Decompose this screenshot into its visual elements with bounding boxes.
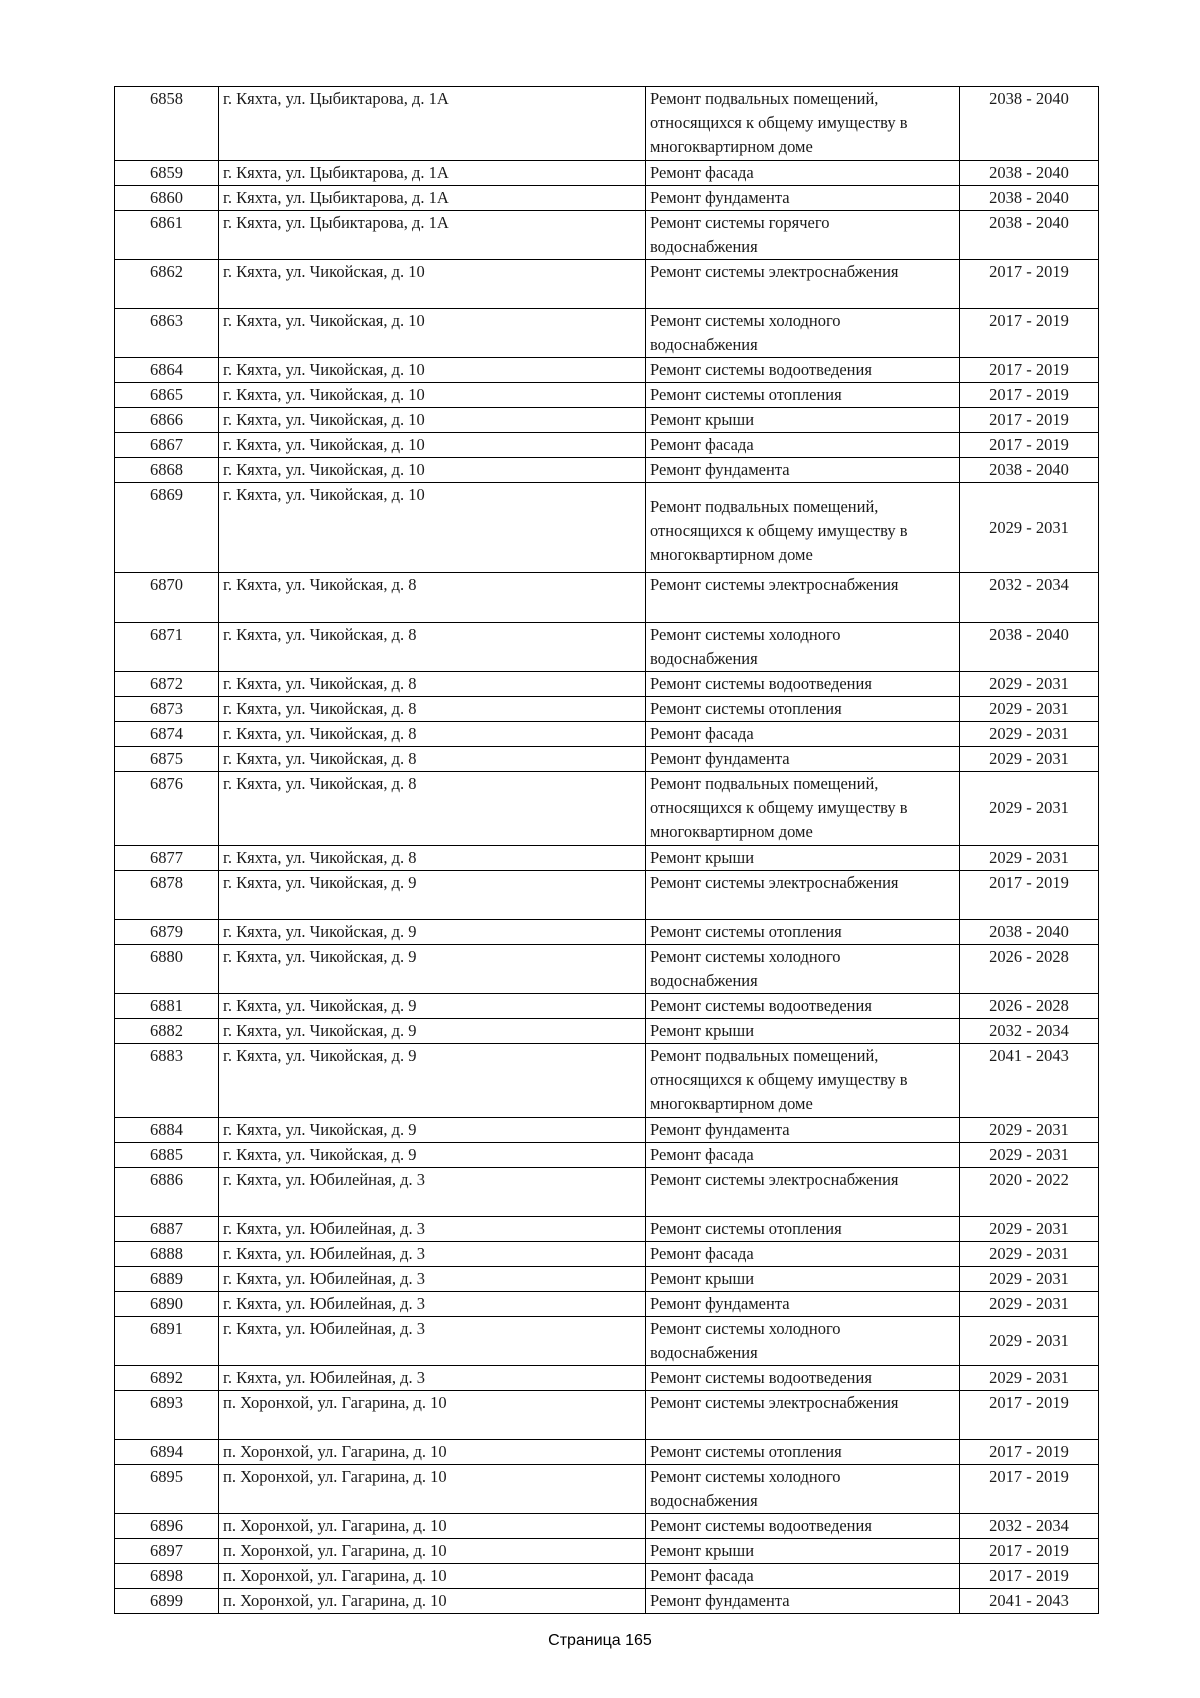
table-row (115, 1018, 1099, 1043)
table-row (115, 573, 1099, 622)
work-type-line: Ремонт системы отопления (650, 698, 842, 718)
period-cell: 2029 - 2031 (960, 845, 1099, 870)
table-row (115, 1366, 1099, 1391)
row-number-cell: 6862 (115, 259, 219, 308)
work-type-line: относящихся к общему имуществу в (650, 113, 908, 132)
period-cell: 2017 - 2019 (960, 259, 1099, 308)
address-cell: г. Кяхта, ул. Чикойская, д. 9 (219, 993, 646, 1018)
work-type-line: Ремонт системы отопления (650, 385, 842, 405)
work-type-line: Ремонт фасада (650, 162, 754, 182)
row-number-cell: 6872 (115, 671, 219, 696)
table-row (115, 408, 1099, 433)
work-type-line: водоснабжения (650, 648, 758, 668)
table-row (115, 433, 1099, 458)
work-type-cell (646, 458, 960, 483)
work-type-cell (646, 993, 960, 1018)
row-number-cell: 6883 (115, 1043, 219, 1117)
address-cell: г. Кяхта, ул. Чикойская, д. 8 (219, 771, 646, 845)
work-type-cell (646, 160, 960, 185)
period-cell: 2017 - 2019 (960, 1465, 1099, 1514)
work-type-line: Ремонт подвальных помещений, (650, 773, 879, 793)
row-number-cell: 6879 (115, 919, 219, 944)
row-number-cell: 6867 (115, 433, 219, 458)
period-cell: 2029 - 2031 (960, 483, 1099, 573)
table-row (115, 1216, 1099, 1241)
row-number-cell: 6865 (115, 383, 219, 408)
work-type-line: Ремонт подвальных помещений, (650, 497, 879, 517)
address-cell: г. Кяхта, ул. Чикойская, д. 8 (219, 573, 646, 622)
period-cell: 2032 - 2034 (960, 1018, 1099, 1043)
address-cell: г. Кяхта, ул. Юбилейная, д. 3 (219, 1216, 646, 1241)
row-number-cell: 6897 (115, 1539, 219, 1564)
row-number-cell: 6875 (115, 746, 219, 771)
work-type-line: многоквартирном доме (650, 821, 813, 841)
work-type-cell (646, 1117, 960, 1142)
work-type-cell (646, 721, 960, 746)
period-cell: 2017 - 2019 (960, 1564, 1099, 1589)
work-type-line: Ремонт системы электроснабжения (650, 1169, 899, 1189)
period-cell: 2029 - 2031 (960, 1316, 1099, 1365)
work-type-cell (646, 185, 960, 210)
work-type-line: Ремонт системы отопления (650, 1218, 842, 1238)
address-cell: г. Кяхта, ул. Чикойская, д. 8 (219, 746, 646, 771)
address-cell: г. Кяхта, ул. Чикойская, д. 10 (219, 408, 646, 433)
address-cell: г. Кяхта, ул. Юбилейная, д. 3 (219, 1266, 646, 1291)
table-row (115, 919, 1099, 944)
period-cell: 2017 - 2019 (960, 433, 1099, 458)
period-cell: 2017 - 2019 (960, 408, 1099, 433)
row-number-cell: 6888 (115, 1241, 219, 1266)
table-row (115, 483, 1099, 573)
work-type-cell (646, 1167, 960, 1216)
row-number-cell: 6866 (115, 408, 219, 433)
period-cell: 2017 - 2019 (960, 358, 1099, 383)
period-cell: 2038 - 2040 (960, 919, 1099, 944)
row-number-cell: 6896 (115, 1514, 219, 1539)
work-type-line: Ремонт системы холодного (650, 311, 841, 331)
table-row (115, 87, 1099, 161)
table-row (115, 721, 1099, 746)
address-cell: п. Хоронхой, ул. Гагарина, д. 10 (219, 1514, 646, 1539)
period-cell: 2029 - 2031 (960, 1117, 1099, 1142)
work-type-cell (646, 1043, 960, 1117)
table-row (115, 746, 1099, 771)
address-cell: г. Кяхта, ул. Чикойская, д. 9 (219, 870, 646, 919)
work-type-cell (646, 1465, 960, 1514)
work-type-line: Ремонт крыши (650, 1268, 755, 1288)
period-cell: 2029 - 2031 (960, 1216, 1099, 1241)
period-cell: 2017 - 2019 (960, 1391, 1099, 1440)
work-type-line: Ремонт системы горячего (650, 212, 830, 232)
address-cell: г. Кяхта, ул. Чикойская, д. 8 (219, 671, 646, 696)
table-row (115, 696, 1099, 721)
address-cell: г. Кяхта, ул. Чикойская, д. 10 (219, 483, 646, 573)
work-type-line: Ремонт системы отопления (650, 1442, 842, 1462)
work-type-line: водоснабжения (650, 1491, 758, 1511)
work-type-cell (646, 1216, 960, 1241)
work-type-cell (646, 309, 960, 358)
work-type-cell (646, 845, 960, 870)
address-cell: п. Хоронхой, ул. Гагарина, д. 10 (219, 1539, 646, 1564)
period-cell: 2038 - 2040 (960, 622, 1099, 671)
row-number-cell: 6861 (115, 210, 219, 259)
period-cell: 2038 - 2040 (960, 458, 1099, 483)
table-row (115, 1043, 1099, 1117)
work-type-cell (646, 696, 960, 721)
work-type-line: Ремонт подвальных помещений, (650, 1045, 879, 1065)
table-row (115, 309, 1099, 358)
work-type-line: Ремонт фасада (650, 435, 754, 455)
address-cell: п. Хоронхой, ул. Гагарина, д. 10 (219, 1564, 646, 1589)
work-type-line: Ремонт системы холодного (650, 1467, 841, 1487)
work-type-line: водоснабжения (650, 1342, 758, 1362)
address-cell: г. Кяхта, ул. Чикойская, д. 9 (219, 944, 646, 993)
work-type-line: водоснабжения (650, 236, 758, 256)
table-row (115, 210, 1099, 259)
table-row (115, 1440, 1099, 1465)
table-row (115, 185, 1099, 210)
period-cell: 2026 - 2028 (960, 944, 1099, 993)
address-cell: г. Кяхта, ул. Цыбиктарова, д. 1А (219, 185, 646, 210)
address-cell: г. Кяхта, ул. Чикойская, д. 8 (219, 696, 646, 721)
address-cell: г. Кяхта, ул. Чикойская, д. 10 (219, 309, 646, 358)
work-type-line: Ремонт фундамента (650, 1293, 790, 1313)
work-type-line: Ремонт фундамента (650, 1119, 790, 1139)
work-type-line: Ремонт системы электроснабжения (650, 1393, 899, 1413)
period-cell: 2017 - 2019 (960, 383, 1099, 408)
work-type-cell (646, 944, 960, 993)
work-type-line: Ремонт системы водоотведения (650, 995, 872, 1015)
work-type-line: многоквартирном доме (650, 545, 813, 565)
table-row (115, 771, 1099, 845)
period-cell: 2038 - 2040 (960, 185, 1099, 210)
table-row (115, 870, 1099, 919)
period-cell: 2017 - 2019 (960, 1539, 1099, 1564)
period-cell: 2032 - 2034 (960, 573, 1099, 622)
period-cell: 2029 - 2031 (960, 1142, 1099, 1167)
work-type-line: Ремонт крыши (650, 1020, 755, 1040)
row-number-cell: 6894 (115, 1440, 219, 1465)
table-row (115, 358, 1099, 383)
period-cell: 2029 - 2031 (960, 696, 1099, 721)
period-cell: 2038 - 2040 (960, 210, 1099, 259)
row-number-cell: 6885 (115, 1142, 219, 1167)
row-number-cell: 6893 (115, 1391, 219, 1440)
work-type-line: относящихся к общему имуществу в (650, 1069, 908, 1089)
period-cell: 2038 - 2040 (960, 87, 1099, 161)
address-cell: г. Кяхта, ул. Чикойская, д. 9 (219, 919, 646, 944)
row-number-cell: 6868 (115, 458, 219, 483)
work-type-cell (646, 1241, 960, 1266)
work-type-line: многоквартирном доме (650, 1093, 813, 1113)
work-type-line: Ремонт системы электроснабжения (650, 575, 899, 595)
table-row (115, 1391, 1099, 1440)
address-cell: п. Хоронхой, ул. Гагарина, д. 10 (219, 1440, 646, 1465)
work-type-cell (646, 573, 960, 622)
work-type-cell (646, 1018, 960, 1043)
address-cell: п. Хоронхой, ул. Гагарина, д. 10 (219, 1589, 646, 1614)
work-type-line: Ремонт фасада (650, 1243, 754, 1263)
work-type-line: Ремонт фундамента (650, 187, 790, 207)
address-cell: г. Кяхта, ул. Чикойская, д. 10 (219, 259, 646, 308)
table-row (115, 845, 1099, 870)
work-type-line: Ремонт крыши (650, 1541, 755, 1561)
row-number-cell: 6873 (115, 696, 219, 721)
table-row (115, 1167, 1099, 1216)
work-type-cell (646, 433, 960, 458)
period-cell: 2029 - 2031 (960, 746, 1099, 771)
work-type-cell (646, 1589, 960, 1614)
work-type-line: относящихся к общему имуществу в (650, 521, 908, 541)
table-row (115, 1266, 1099, 1291)
row-number-cell: 6895 (115, 1465, 219, 1514)
work-type-cell (646, 358, 960, 383)
work-type-cell (646, 1440, 960, 1465)
row-number-cell: 6863 (115, 309, 219, 358)
period-cell: 2029 - 2031 (960, 771, 1099, 845)
row-number-cell: 6899 (115, 1589, 219, 1614)
address-cell: г. Кяхта, ул. Чикойская, д. 10 (219, 433, 646, 458)
table-row (115, 259, 1099, 308)
address-cell: г. Кяхта, ул. Чикойская, д. 9 (219, 1043, 646, 1117)
period-cell: 2020 - 2022 (960, 1167, 1099, 1216)
work-type-line: Ремонт фасада (650, 723, 754, 743)
period-cell: 2029 - 2031 (960, 1291, 1099, 1316)
row-number-cell: 6889 (115, 1266, 219, 1291)
row-number-cell: 6898 (115, 1564, 219, 1589)
address-cell: п. Хоронхой, ул. Гагарина, д. 10 (219, 1391, 646, 1440)
row-number-cell: 6884 (115, 1117, 219, 1142)
work-type-cell (646, 746, 960, 771)
work-type-cell (646, 671, 960, 696)
work-type-cell (646, 1564, 960, 1589)
address-cell: г. Кяхта, ул. Юбилейная, д. 3 (219, 1316, 646, 1365)
work-type-line: Ремонт системы водоотведения (650, 1368, 872, 1388)
work-type-cell (646, 771, 960, 845)
work-type-line: Ремонт крыши (650, 410, 755, 430)
row-number-cell: 6860 (115, 185, 219, 210)
row-number-cell: 6882 (115, 1018, 219, 1043)
work-type-line: Ремонт фасада (650, 1566, 754, 1586)
period-cell: 2041 - 2043 (960, 1589, 1099, 1614)
work-type-line: Ремонт фундамента (650, 460, 790, 480)
table-row (115, 1465, 1099, 1514)
work-type-line: Ремонт системы холодного (650, 946, 841, 966)
work-type-line: Ремонт фасада (650, 1144, 754, 1164)
work-type-line: Ремонт системы электроснабжения (650, 872, 899, 892)
work-type-line: Ремонт фундамента (650, 1591, 790, 1611)
period-cell: 2041 - 2043 (960, 1043, 1099, 1117)
period-cell: 2029 - 2031 (960, 1241, 1099, 1266)
table-row (115, 383, 1099, 408)
table-row (115, 1316, 1099, 1365)
work-type-line: водоснабжения (650, 335, 758, 355)
address-cell: г. Кяхта, ул. Юбилейная, д. 3 (219, 1167, 646, 1216)
period-cell: 2029 - 2031 (960, 671, 1099, 696)
table-row (115, 1117, 1099, 1142)
address-cell: г. Кяхта, ул. Цыбиктарова, д. 1А (219, 210, 646, 259)
address-cell: г. Кяхта, ул. Цыбиктарова, д. 1А (219, 87, 646, 161)
work-type-cell (646, 622, 960, 671)
table-row (115, 1564, 1099, 1589)
row-number-cell: 6890 (115, 1291, 219, 1316)
row-number-cell: 6869 (115, 483, 219, 573)
work-type-cell (646, 87, 960, 161)
period-cell: 2017 - 2019 (960, 309, 1099, 358)
address-cell: г. Кяхта, ул. Чикойская, д. 8 (219, 845, 646, 870)
table-row (115, 1514, 1099, 1539)
row-number-cell: 6878 (115, 870, 219, 919)
table-row (115, 458, 1099, 483)
address-cell: г. Кяхта, ул. Чикойская, д. 8 (219, 721, 646, 746)
work-type-cell (646, 259, 960, 308)
row-number-cell: 6880 (115, 944, 219, 993)
work-type-cell (646, 1539, 960, 1564)
table-row (115, 160, 1099, 185)
row-number-cell: 6864 (115, 358, 219, 383)
work-type-cell (646, 408, 960, 433)
address-cell: г. Кяхта, ул. Юбилейная, д. 3 (219, 1291, 646, 1316)
address-cell: г. Кяхта, ул. Чикойская, д. 10 (219, 383, 646, 408)
row-number-cell: 6877 (115, 845, 219, 870)
work-type-line: Ремонт системы отопления (650, 921, 842, 941)
row-number-cell: 6870 (115, 573, 219, 622)
address-cell: г. Кяхта, ул. Юбилейная, д. 3 (219, 1366, 646, 1391)
table-row (115, 1142, 1099, 1167)
row-number-cell: 6874 (115, 721, 219, 746)
row-number-cell: 6881 (115, 993, 219, 1018)
period-cell: 2029 - 2031 (960, 1366, 1099, 1391)
period-cell: 2038 - 2040 (960, 160, 1099, 185)
period-cell: 2017 - 2019 (960, 1440, 1099, 1465)
work-type-line: Ремонт системы водоотведения (650, 1516, 872, 1536)
period-cell: 2032 - 2034 (960, 1514, 1099, 1539)
work-type-line: Ремонт крыши (650, 847, 755, 867)
table-row (115, 1241, 1099, 1266)
work-type-cell (646, 1366, 960, 1391)
period-cell: 2017 - 2019 (960, 870, 1099, 919)
address-cell: г. Кяхта, ул. Чикойская, д. 10 (219, 458, 646, 483)
table-row (115, 993, 1099, 1018)
address-cell: п. Хоронхой, ул. Гагарина, д. 10 (219, 1465, 646, 1514)
row-number-cell: 6871 (115, 622, 219, 671)
repair-schedule-table (114, 86, 1099, 1614)
work-type-line: Ремонт системы холодного (650, 624, 841, 644)
period-cell: 2029 - 2031 (960, 721, 1099, 746)
page-number: Страница 165 (548, 1632, 652, 1649)
work-type-cell (646, 1316, 960, 1365)
table-row (115, 1589, 1099, 1614)
work-type-cell (646, 210, 960, 259)
work-type-cell (646, 1142, 960, 1167)
work-type-line: Ремонт системы водоотведения (650, 360, 872, 380)
work-type-cell (646, 1391, 960, 1440)
work-type-line: относящихся к общему имуществу в (650, 797, 908, 817)
work-type-line: Ремонт системы электроснабжения (650, 261, 899, 281)
period-cell: 2026 - 2028 (960, 993, 1099, 1018)
row-number-cell: 6892 (115, 1366, 219, 1391)
work-type-line: Ремонт подвальных помещений, (650, 89, 879, 108)
address-cell: г. Кяхта, ул. Чикойская, д. 9 (219, 1117, 646, 1142)
table-row (115, 1291, 1099, 1316)
row-number-cell: 6886 (115, 1167, 219, 1216)
work-type-line: многоквартирном доме (650, 137, 813, 156)
period-cell: 2029 - 2031 (960, 1266, 1099, 1291)
table-row (115, 622, 1099, 671)
table-body (115, 87, 1099, 1614)
work-type-cell (646, 919, 960, 944)
address-cell: г. Кяхта, ул. Цыбиктарова, д. 1А (219, 160, 646, 185)
table-row (115, 944, 1099, 993)
work-type-cell (646, 483, 960, 573)
work-type-line: Ремонт системы водоотведения (650, 673, 872, 693)
work-type-line: водоснабжения (650, 970, 758, 990)
address-cell: г. Кяхта, ул. Чикойская, д. 9 (219, 1142, 646, 1167)
row-number-cell: 6891 (115, 1316, 219, 1365)
work-type-cell (646, 1291, 960, 1316)
table-row (115, 671, 1099, 696)
address-cell: г. Кяхта, ул. Чикойская, д. 10 (219, 358, 646, 383)
work-type-line: Ремонт системы холодного (650, 1318, 841, 1338)
work-type-cell (646, 1266, 960, 1291)
address-cell: г. Кяхта, ул. Чикойская, д. 8 (219, 622, 646, 671)
row-number-cell: 6859 (115, 160, 219, 185)
work-type-line: Ремонт фундамента (650, 748, 790, 768)
row-number-cell: 6887 (115, 1216, 219, 1241)
address-cell: г. Кяхта, ул. Чикойская, д. 9 (219, 1018, 646, 1043)
address-cell: г. Кяхта, ул. Юбилейная, д. 3 (219, 1241, 646, 1266)
table-row (115, 1539, 1099, 1564)
work-type-cell (646, 870, 960, 919)
row-number-cell: 6858 (115, 87, 219, 161)
work-type-cell (646, 383, 960, 408)
row-number-cell: 6876 (115, 771, 219, 845)
work-type-cell (646, 1514, 960, 1539)
